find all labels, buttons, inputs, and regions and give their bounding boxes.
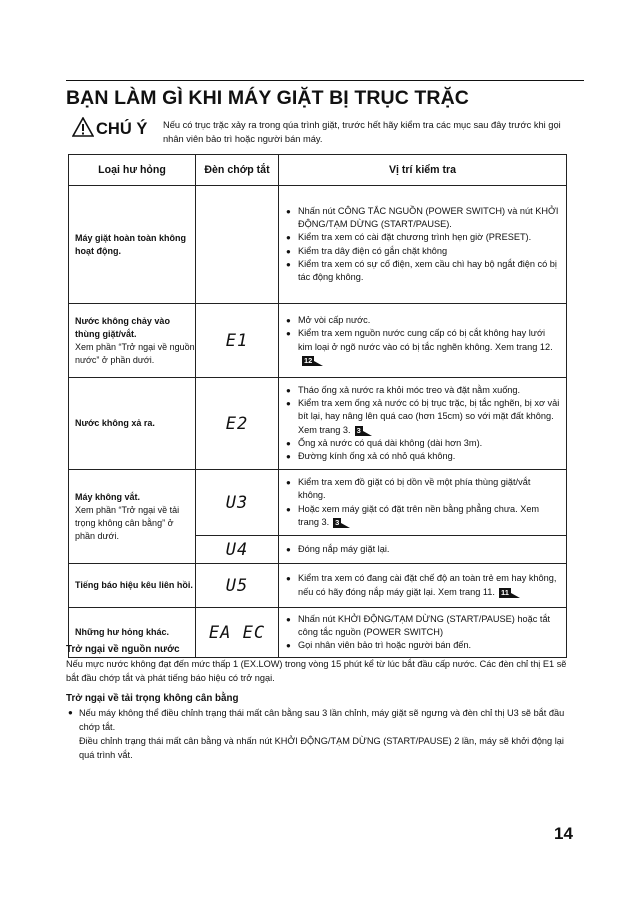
caution-heading [72,117,147,142]
check-item: ● Ống xả nước có quá dài không (dài hơn 3m). [285,437,560,450]
check-item: ● Tháo ống xả nước ra khỏi móc treo và đặt nằm xuống. [285,384,560,397]
fault-note: Xem phần “Trở ngại về nguồn nước” ở phần dưới. [75,341,195,365]
table-row [69,378,567,470]
checks-cell [279,186,567,304]
caution-label: CHÚ Ý [96,120,148,138]
fault-title: Nước không chảy vào thùng giặt/vắt. [75,315,170,339]
fault-title: Máy không vắt. [75,491,141,502]
page-number: 14 [554,824,573,843]
fault-cell [69,470,196,564]
water-note-text: Nếu mực nước không đạt đến mức thấp 1 (EX.LOW) trong vòng 15 phút kể từ lúc bắt đầu cấp nước. Các đèn chỉ thị E1 sẽ bắt đầu chớp tắt và phát tiếng báo hiệu có trở ngại. [66,659,567,683]
caution-text: Nếu có trục trặc xảy ra trong qúa trình giặt, trước hết hãy kiểm tra các mục sau đây trước khi gọi nhân viên bảo trì hoặc người bán máy. [163,120,561,144]
checks-cell [279,304,567,378]
fault-cell [69,304,196,378]
fault-cell [69,378,196,470]
checks-cell [279,378,567,470]
check-item: ● Hoặc xem máy giặt có đặt trên nền bằng phẳng chưa. Xem trang 3. 3 [285,503,560,529]
table-row [69,304,567,378]
page-ref-badge: 12 [304,355,313,365]
check-item: ● Kiểm tra xem ống xả nước có bị trục trặc, bị tắc nghẽn, bị xơ vải bít lại, hay nâng lên quá cao (hơn 15cm) so với mặt đất không. Xem trang 3. 3 [285,397,560,437]
fault-cell [69,564,196,608]
page-title: BẠN LÀM GÌ KHI MÁY GIẶT BỊ TRỤC TRẶC [66,87,469,109]
page-ref-badge: 11 [500,587,509,597]
indicator-cell: U3 [196,470,279,536]
check-item: ● Kiểm tra xem có đang cài đặt chế độ an toàn trẻ em hay không, nếu có hãy đóng nắp máy giặt lại. Xem trang 11. 11 [285,572,560,598]
check-item: ● Nhấn nút CÔNG TẮC NGUỒN (POWER SWITCH) và nút KHỞI ĐỘNG/TẠM DỪNG (START/PAUSE). [285,205,560,231]
warning-triangle-icon [72,117,94,142]
checks-cell [279,470,567,536]
fault-title: Máy giặt hoàn toàn không hoạt động. [75,232,187,256]
header-indicator: Đèn chớp tắt [196,155,279,186]
indicator-cell: E1 [196,304,279,378]
header-fault-type: Loại hư hỏng [69,155,196,186]
unbalanced-load-note [66,693,576,762]
fault-title: Tiếng báo hiệu kêu liên hồi. [75,580,193,590]
fault-title: Những hư hỏng khác. [75,627,170,637]
table-row [69,564,567,608]
troubleshooting-table [68,154,567,658]
indicator-cell: EA EC [196,608,279,658]
indicator-cell: U5 [196,564,279,608]
check-item: ● Nhấn nút KHỞI ĐỘNG/TẠM DỪNG (START/PAUSE) hoặc tắt công tắc nguồn (POWER SWITCH) [285,613,560,639]
check-item: ● Kiểm tra xem đồ giặt có bị dồn về một phía thùng giặt/vắt không. [285,476,560,502]
header-check-points: Vị trí kiểm tra [279,155,567,186]
table-row [69,186,567,304]
fault-cell [69,186,196,304]
checks-cell [279,564,567,608]
check-item: ● Kiểm tra xem có cài đặt chương trình hẹn giờ (PRESET). [285,231,560,244]
page-ref-badge: 3 [335,517,340,527]
checks-cell [279,536,567,564]
top-rule [66,80,584,81]
table-header-row [69,155,567,186]
balance-note-item: ● Nếu máy không thể điều chỉnh trạng thái mất cân bằng sau 3 lần chỉnh, máy giặt sẽ ngưng và đèn chỉ thị U3 sẽ bắt đầu chớp tắt. Điều chỉnh trạng thái mất cân bằng và nhấn nút KHỞI ĐỘNG/TẠM DỪNG (START/PAUSE) 2 lần, máy sẽ khởi động lại quá trình vắt. [66,706,576,762]
fault-title: Nước không xả ra. [75,418,155,428]
check-item: ● Kiểm tra xem nguồn nước cung cấp có bị cắt không hay lưới kim loại ở ngõ nước vào có bị tắc nghẽn không. Xem trang 12.12 [285,327,560,367]
check-item: ● Kiểm tra xem có sự cố điện, xem cầu chì hay bộ ngắt điện có bị tác động không. [285,258,560,284]
water-supply-note [66,644,576,685]
check-item: ● Mở vòi cấp nước. [285,314,560,327]
check-item: ● Đóng nắp máy giặt lại. [285,543,560,556]
indicator-cell: U4 [196,536,279,564]
check-item: ● Đường kính ống xả có nhỏ quá không. [285,450,560,463]
page-ref-badge: 3 [356,425,361,435]
table-row [69,470,567,536]
check-item: ● Gọi nhân viên bảo trì hoặc người bán đến. [285,639,560,652]
indicator-cell [196,186,279,304]
indicator-cell: E2 [196,378,279,470]
water-note-title: Trở ngại về nguồn nước [66,644,180,655]
balance-note-title: Trở ngại về tải trọng không cân bằng [66,693,239,704]
fault-note: Xem phần “Trở ngại về tải trọng không cân bằng” ở phần dưới. [75,504,180,541]
check-item: ● Kiểm tra dây điện có gắn chặt không [285,245,560,258]
